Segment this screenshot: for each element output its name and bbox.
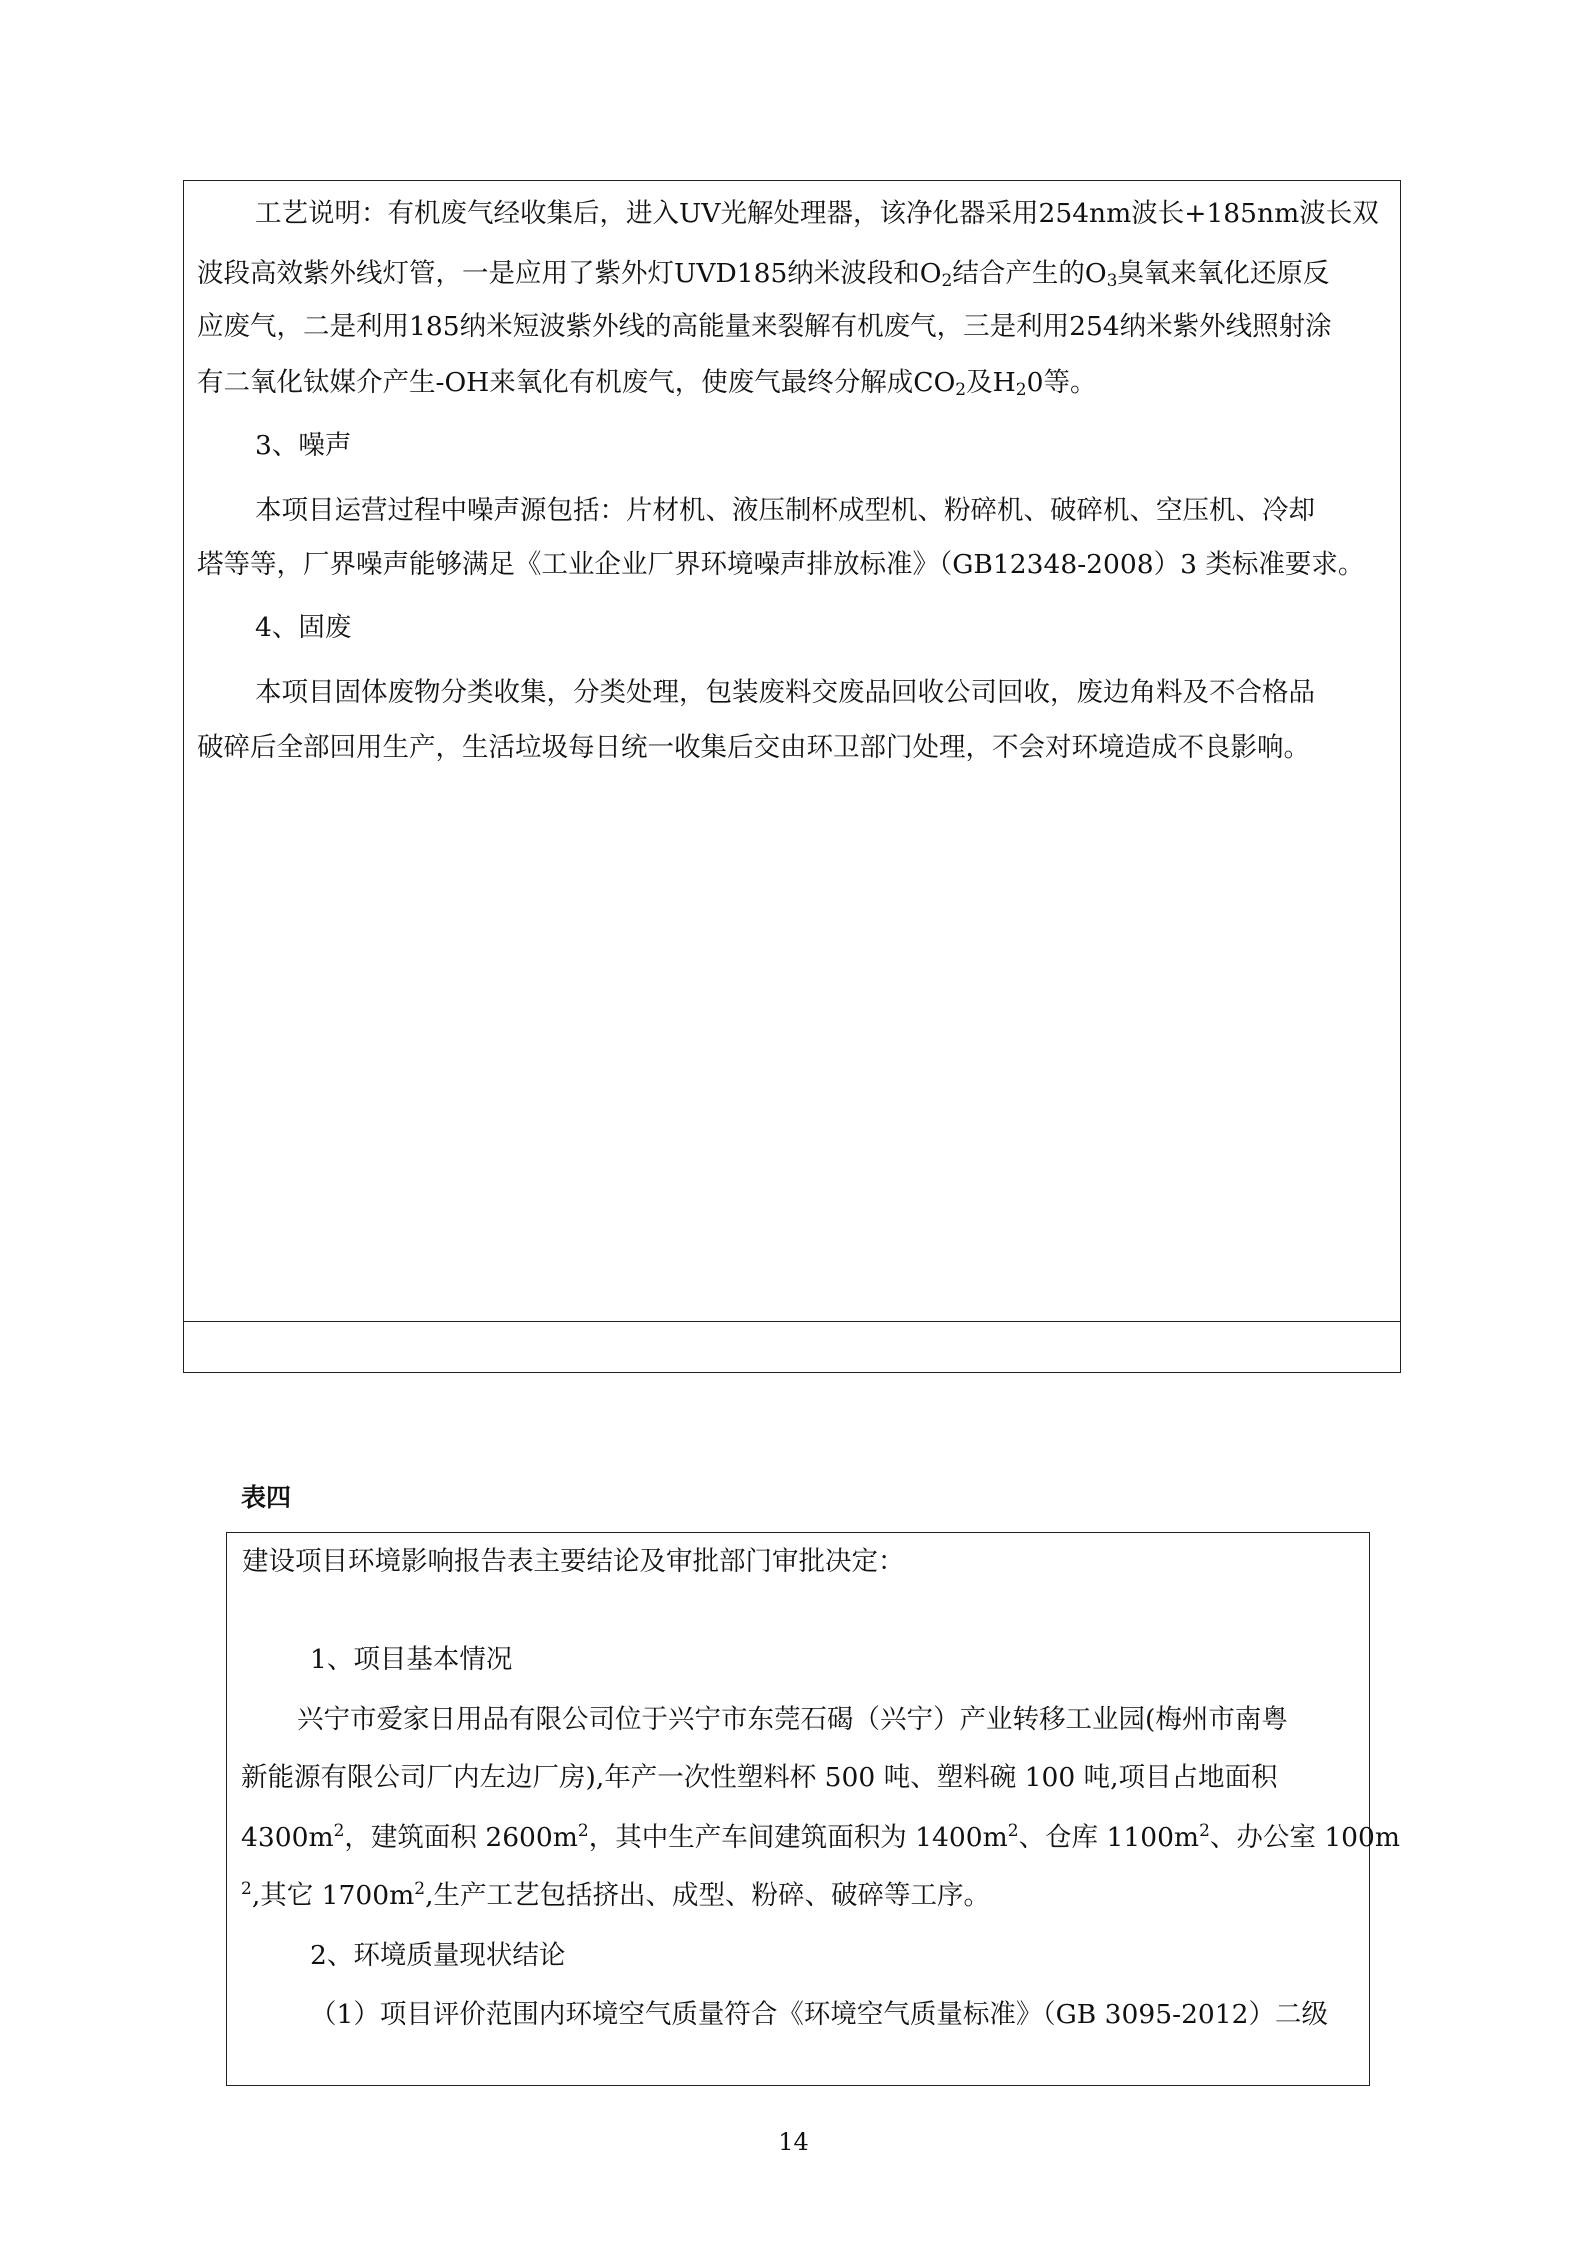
basic-info-line-4: $^2$,其它 $1700m^2$,生产工艺包括挤出、成型、粉碎、破碎等工序。 [241, 1879, 991, 1911]
table-4-header: 建设项目环境影响报告表主要结论及审批部门审批决定： [242, 1546, 905, 1577]
basic-info-heading: 1、项目基本情况 [310, 1644, 513, 1675]
solid-waste-paragraph-line-2: 破碎后全部回用生产，生活垃圾每日统一收集后交由环卫部门处理，不会对环境造成不良影响。 [197, 732, 1310, 763]
process-description-line-4: 有二氧化钛媒介产生-OH来氧化有机废气，使废气最终分解成$CO_2$及$H_20$等。 [197, 367, 1097, 400]
process-description-line-2: 波段高效紫外线灯管，一是应用了紫外灯UVD185纳米波段和$O_2$结合产生的$O_3$臭氧来氧化还原反 [197, 258, 1330, 291]
process-description-line-3: 应废气，二是利用185纳米短波紫外线的高能量来裂解有机废气，三是利用254纳米紫外线照射涂 [197, 311, 1332, 342]
basic-info-line-3: $4300m^2$，建筑面积 $2600m^2$，其中生产车间建筑面积为 $1400m^2$、仓库 $1100m^2$、办公室 100m [241, 1821, 1401, 1853]
env-quality-heading: 2、环境质量现状结论 [310, 1940, 566, 1971]
table-4-title: 表四 [241, 1483, 292, 1512]
solid-waste-paragraph-line-1: 本项目固体废物分类收集，分类处理，包装废料交废品回收公司回收，废边角料及不合格品 [255, 677, 1315, 708]
noise-heading: 3、噪声 [255, 430, 352, 461]
solid-waste-heading: 4、固废 [255, 612, 352, 643]
env-quality-line-1: （1）项目评价范围内环境空气质量符合《环境空气质量标准》（GB 3095-2012）二级 [310, 1999, 1329, 2030]
basic-info-line-1: 兴宁市爱家日用品有限公司位于兴宁市东莞石碣（兴宁）产业转移工业园(梅州市南粤 [297, 1704, 1288, 1735]
process-description-line-1: 工艺说明：有机废气经收集后，进入UV光解处理器，该净化器采用254nm波长+185nm波长双 [255, 198, 1379, 229]
page-number: 14 [778, 2128, 809, 2156]
noise-paragraph-line-1: 本项目运营过程中噪声源包括：片材机、液压制杯成型机、粉碎机、破碎机、空压机、冷却 [255, 495, 1315, 526]
basic-info-line-2: 新能源有限公司厂内左边厂房),年产一次性塑料杯 500 吨、塑料碗 100 吨,项目占地面积 [241, 1762, 1278, 1793]
noise-paragraph-line-2: 塔等等，厂界噪声能够满足《工业企业厂界环境噪声排放标准》（GB12348-2008）3 类标准要求。 [197, 549, 1365, 580]
table-divider [184, 1321, 1400, 1322]
